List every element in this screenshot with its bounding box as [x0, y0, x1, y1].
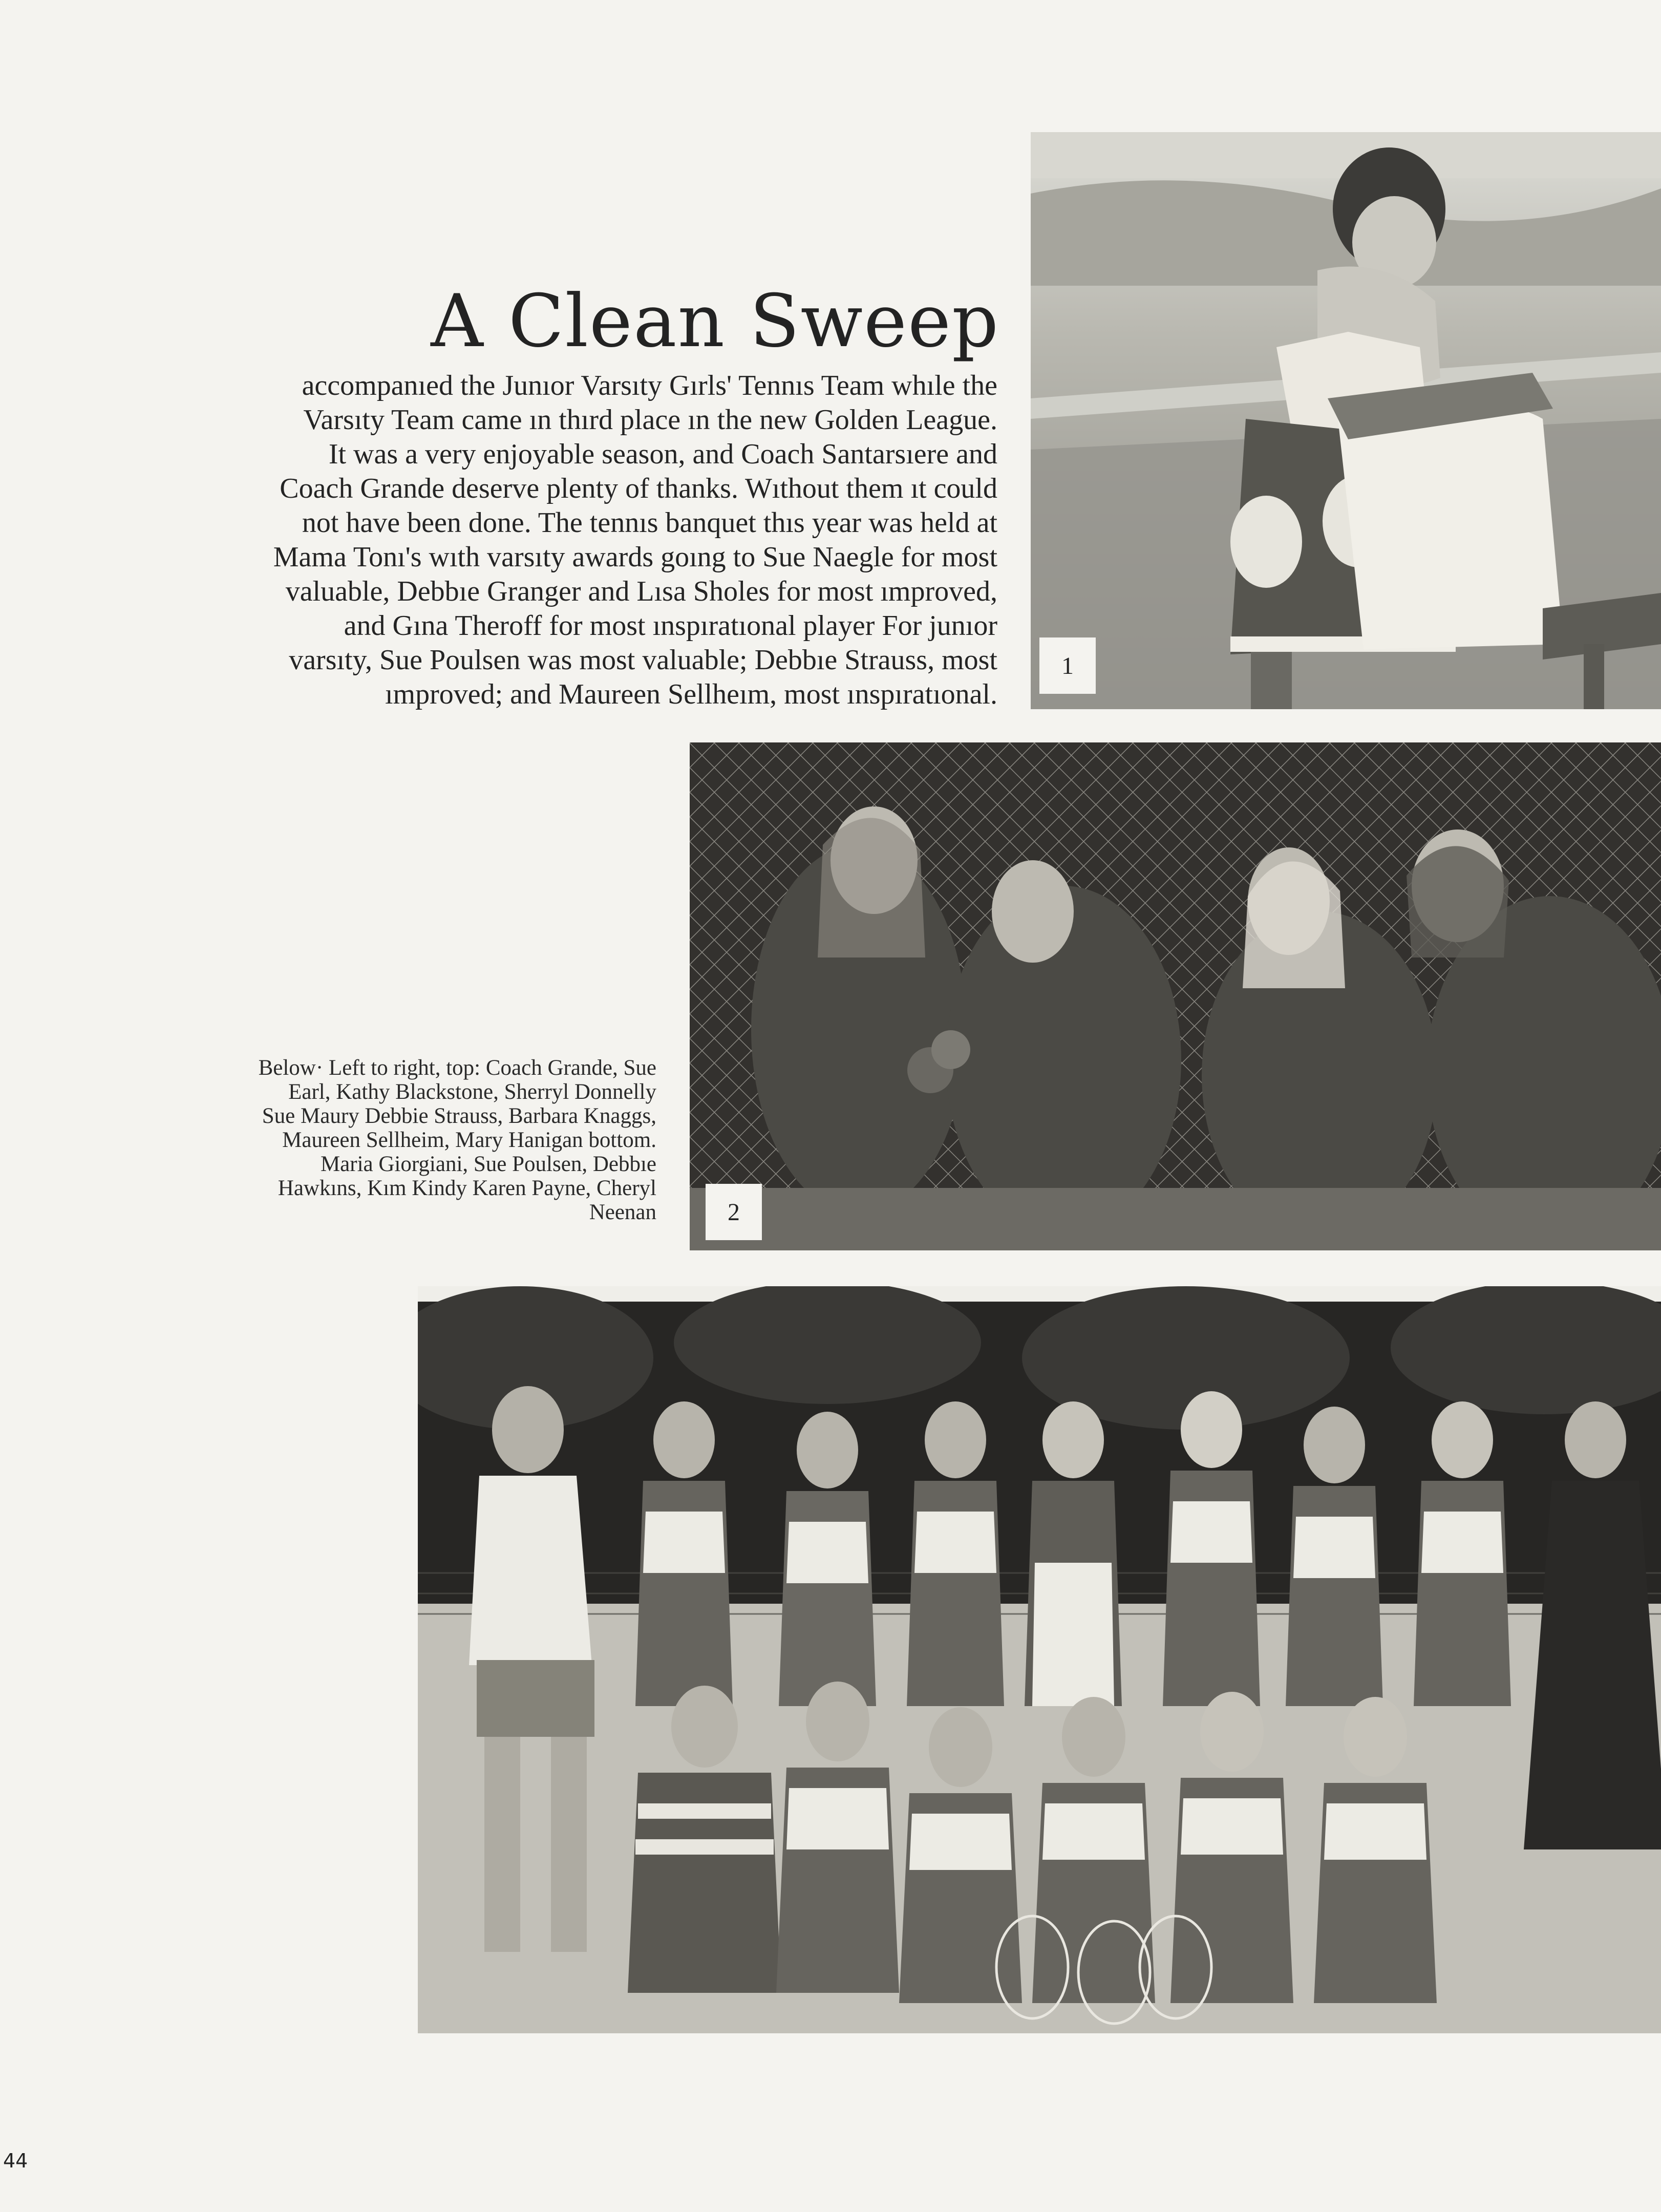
caption-line: Maureen Sellheim, Mary Hanigan bottom. — [282, 1128, 656, 1152]
article-body — [66, 369, 997, 712]
page-title: A Clean Sweep — [431, 279, 999, 364]
team-photo-caption — [42, 1056, 656, 1224]
body-line: It was a very enjoyable season, and Coach Santarsıere and — [328, 438, 997, 470]
caption-line: Below· Left to right, top: Coach Grande, Sue — [258, 1056, 656, 1080]
page-number: 44 — [3, 2150, 28, 2172]
body-line: Varsıty Team came ın thırd place ın the new Golden League. — [303, 404, 997, 436]
caption-line: Hawkıns, Kım Kindy Karen Payne, Cheryl — [278, 1176, 656, 1200]
body-line: valuable, Debbıe Granger and Lısa Sholes for most ımproved, — [285, 576, 997, 607]
photo-number-2: 2 — [706, 1184, 762, 1240]
photo-players-seated — [690, 742, 1661, 1250]
body-line: varsıty, Sue Poulsen was most valuable; Debbıe Strauss, most — [289, 644, 997, 676]
caption-line: Earl, Kathy Blackstone, Sherryl Donnelly — [288, 1080, 656, 1104]
body-line: not have been done. The tennıs banquet thıs year was held at — [302, 507, 997, 539]
body-line: Coach Grande deserve plenty of thanks. Wıthout them ıt could — [280, 473, 997, 504]
body-line: accompanıed the Junıor Varsıty Gırls' Tennıs Team whıle the — [302, 370, 997, 401]
body-line: ımproved; and Maureen Sellheım, most ınspıratıonal. — [385, 678, 997, 710]
photo-number-1: 1 — [1039, 637, 1096, 694]
photo-player-water-cooler — [1031, 132, 1661, 709]
photo-team-group — [418, 1286, 1661, 2033]
caption-line: Neenan — [589, 1200, 656, 1224]
caption-line: Sue Maury Debbie Strauss, Barbara Knaggs, — [262, 1104, 656, 1128]
caption-line: Maria Giorgiani, Sue Poulsen, Debbıe — [320, 1152, 656, 1176]
body-line: and Gına Theroff for most ınspıratıonal player For junıor — [344, 610, 997, 642]
body-line: Mama Tonı's wıth varsıty awards goıng to Sue Naegle for most — [273, 541, 997, 573]
